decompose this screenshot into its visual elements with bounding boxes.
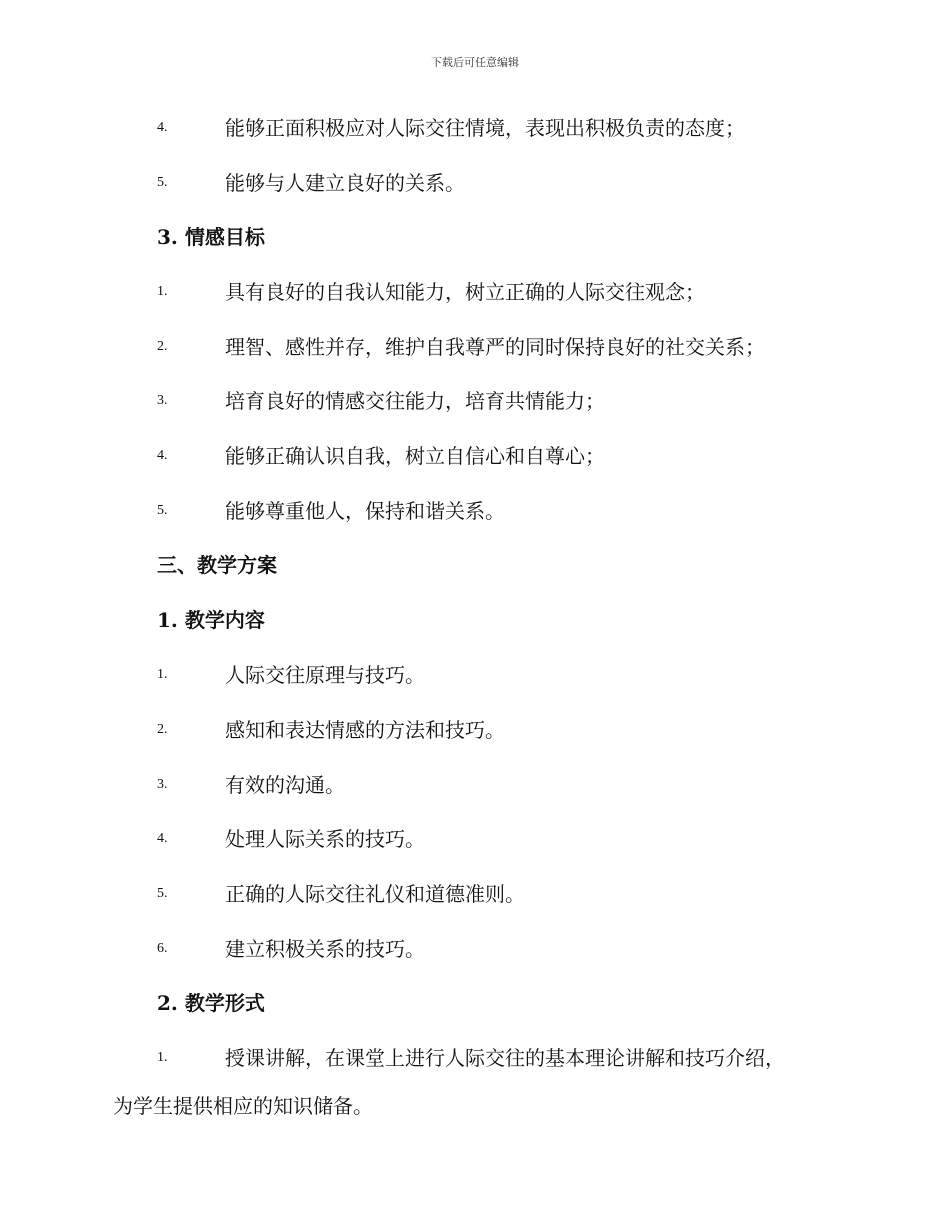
list-text: 能够正面积极应对人际交往情境，表现出积极负责的态度； (225, 116, 745, 140)
list-number: 4. (157, 120, 168, 135)
list-number: 3. (157, 393, 168, 408)
list-text: 具有良好的自我认知能力，树立正确的人际交往观念； (225, 280, 705, 304)
list-text: 能够与人建立良好的关系。 (225, 171, 465, 195)
list-number: 4. (157, 448, 168, 463)
list-number: 1. (157, 667, 168, 682)
list-number: 1. (157, 284, 168, 299)
list-number: 2. (157, 339, 168, 354)
chapter-heading: 三、教学方案 (157, 553, 277, 577)
list-text: 有效的沟通。 (225, 773, 345, 797)
list-number: 5. (157, 175, 168, 190)
section-heading-form: 2. 教学形式 (157, 991, 265, 1015)
list-text: 建立积极关系的技巧。 (225, 937, 425, 961)
list-number: 5. (157, 886, 168, 901)
section-heading-emotion: 3. 情感目标 (157, 225, 265, 249)
paragraph-number: 1. (157, 1050, 168, 1065)
list-text: 能够正确认识自我，树立自信心和自尊心； (225, 444, 605, 468)
list-number: 5. (157, 503, 168, 518)
list-number: 6. (157, 941, 168, 956)
list-number: 2. (157, 722, 168, 737)
list-number: 3. (157, 777, 168, 792)
list-number: 4. (157, 831, 168, 846)
paragraph-text: 授课讲解，在课堂上进行人际交往的基本理论讲解和技巧介绍， (225, 1046, 785, 1070)
paragraph-continuation: 为学生提供相应的知识储备。 (113, 1094, 373, 1118)
list-text: 能够尊重他人，保持和谐关系。 (225, 499, 505, 523)
list-text: 理智、感性并存，维护自我尊严的同时保持良好的社交关系； (225, 335, 765, 359)
section-heading-content: 1. 教学内容 (157, 608, 265, 632)
header-note: 下载后可任意编辑 (431, 56, 519, 69)
list-text: 处理人际关系的技巧。 (225, 827, 425, 851)
list-text: 感知和表达情感的方法和技巧。 (225, 718, 505, 742)
list-text: 正确的人际交往礼仪和道德准则。 (225, 882, 525, 906)
list-text: 人际交往原理与技巧。 (225, 663, 425, 687)
list-text: 培育良好的情感交往能力，培育共情能力； (225, 389, 605, 413)
